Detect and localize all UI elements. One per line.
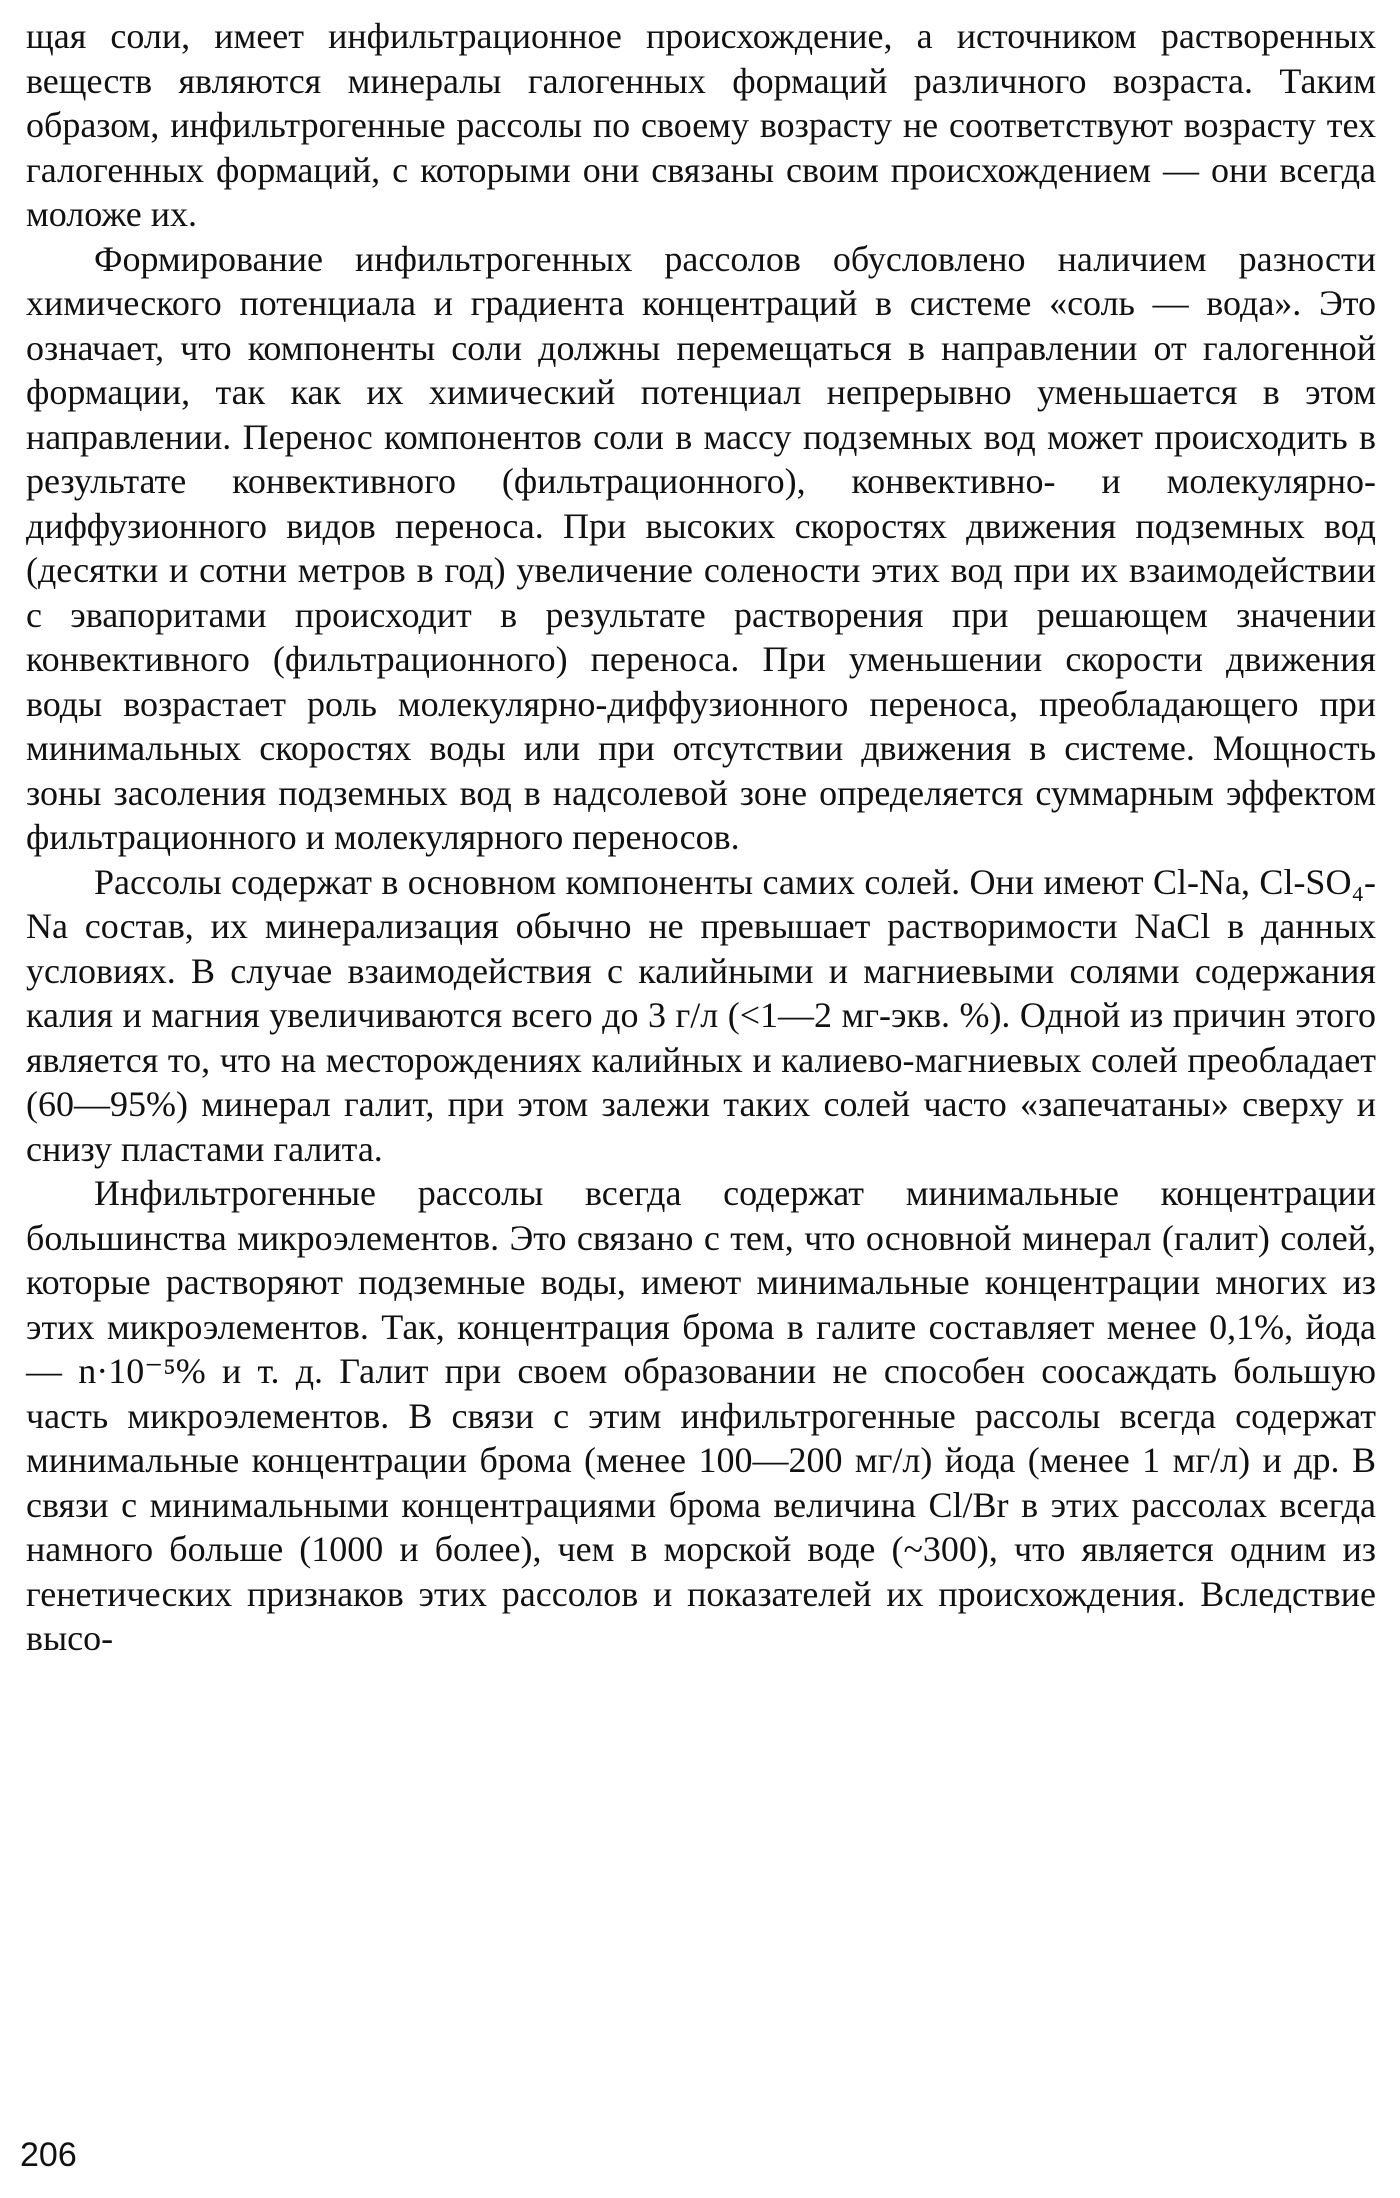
- paragraph-microelements: Инфильтрогенные рассолы всегда содержат минимальные концентрации большинства микроэлементов. Это связано с тем, что основной минерал (галит) солей, которые растворяют подземные воды, имеют минимальные концентрации многих из этих микроэлементов. Так, концентрация брома в галите составляет менее 0,1%, йода — n·10⁻⁵% и т. д. Галит при своем образовании не способен соосаждать большую часть микроэлементов. В связи с этим инфильтрогенные рассолы всегда содержат минимальные концентрации брома (менее 100—200 мг/л) йода (менее 1 мг/л) и др. В связи с минимальными концентрациями брома величина Cl/Br в этих рассолах всегда намного больше (1000 и более), чем в морской воде (~300), что является одним из генетических признаков этих рассолов и показателей их происхождения. Вследствие высо-: [26, 1173, 1376, 1658]
- paragraph-formation: Формирование инфильтрогенных рассолов обусловлено наличием разности химического потенциала и градиента концентраций в системе «соль — вода». Это означает, что компоненты соли должны перемещаться в направлении от галогенной формации, так как их химический потенциал непрерывно уменьшается в этом направлении. Перенос компонентов соли в массу подземных вод может происходить в результате конвективного (фильтрационного), конвективно- и молекулярно-диффузионного видов переноса. При высоких скоростях движения подземных вод (десятки и сотни метров в год) увеличение солености этих вод при их взаимодействии с эвапоритами происходит в результате растворения при решающем значении конвективного (фильтрационного) переноса. При уменьшении скорости движения воды возрастает роль молекулярно-диффузионного переноса, преобладающего при минимальных скоростях воды или при отсутствии движения в системе. Мощность зоны засоления подземных вод в надсолевой зоне определяется суммарным эффектом фильтрационного и молекулярного переносов.: [26, 238, 1376, 857]
- paragraph-continuation: щая соли, имеет инфильтрационное происхождение, а источником растворенных веществ являются минералы галогенных формаций различного возраста. Таким образом, инфильтрогенные рассолы по своему возрасту не соответствуют возрасту тех галогенных формаций, с которыми они связаны своим происхождением — они всегда моложе их.: [26, 16, 1376, 234]
- page-number: 206: [20, 2136, 77, 2174]
- paragraph-composition: Рассолы содержат в основном компоненты самих солей. Они имеют Cl-Na, Cl-SO₄-Na состав, их минерализация обычно не превышает растворимости NaCl в данных условиях. В случае взаимодействия с калийными и магниевыми солями содержания калия и магния увеличиваются всего до 3 г/л (<1—2 мг-экв. %). Одной из причин этого является то, что на месторождениях калийных и калиево-магниевых солей преобладает (60—95%) минерал галит, при этом залежи таких солей часто «запечатаны» сверху и снизу пластами галита.: [26, 861, 1376, 1169]
- body-text: [26, 14, 1376, 1661]
